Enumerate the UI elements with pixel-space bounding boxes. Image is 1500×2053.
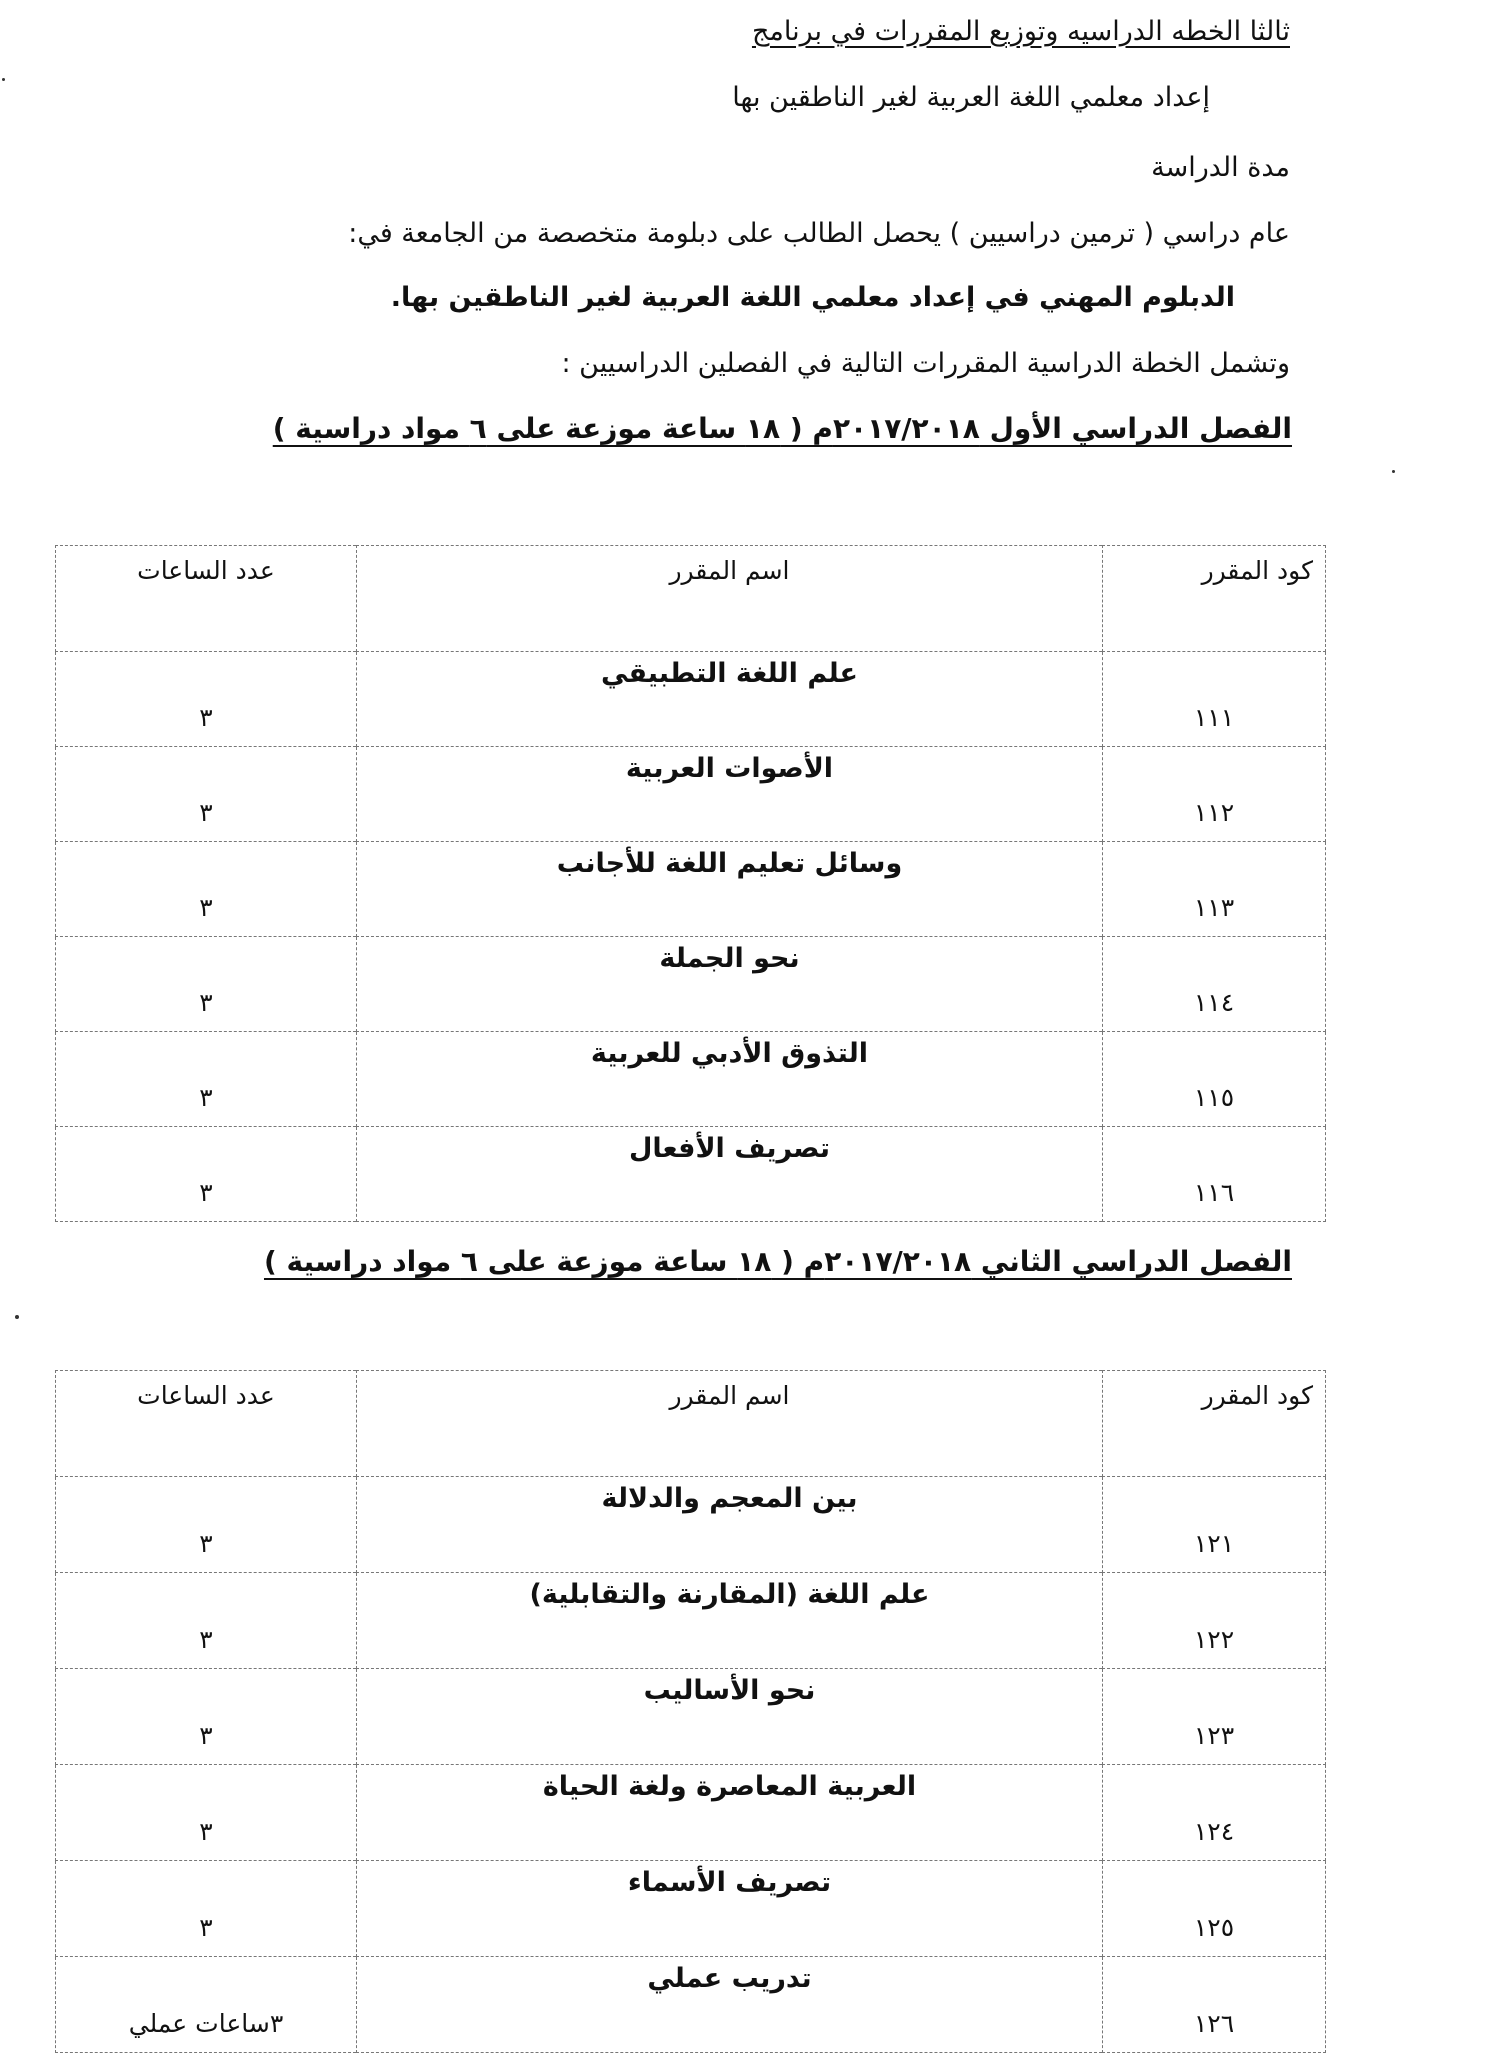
- course-hours: ٣: [56, 1669, 357, 1765]
- course-name: علم اللغة التطبيقي: [357, 652, 1103, 747]
- table-header-row: [56, 1371, 1326, 1477]
- course-hours: ٣: [56, 1477, 357, 1573]
- course-code: ١١١: [1103, 652, 1326, 747]
- table-row: [56, 1861, 1326, 1957]
- study-duration-text: عام دراسي ( ترمين دراسيين ) يحصل الطالب على دبلومة متخصصة من الجامعة في:: [348, 218, 1290, 249]
- course-code: ١٢١: [1103, 1477, 1326, 1573]
- course-hours: ٣: [56, 1573, 357, 1669]
- course-code: ١١٥: [1103, 1032, 1326, 1127]
- table-row: [56, 1669, 1326, 1765]
- course-name: بين المعجم والدلالة: [357, 1477, 1103, 1573]
- section-heading: ثالثا الخطه الدراسيه وتوزيع المقررات في برنامج: [751, 16, 1290, 47]
- course-name: نحو الجملة: [357, 937, 1103, 1032]
- column-header-name: اسم المقرر: [357, 1371, 1103, 1477]
- course-name: تصريف الأفعال: [357, 1127, 1103, 1222]
- course-code: ١٢٦: [1103, 1957, 1326, 2053]
- study-duration-label: مدة الدراسة: [1151, 152, 1290, 183]
- semester2-title: الفصل الدراسي الثاني ٢٠١٧/٢٠١٨م ( ١٨ ساعة موزعة على ٦ مواد دراسية ): [263, 1245, 1292, 1278]
- course-code: ١١٤: [1103, 937, 1326, 1032]
- table-row: [56, 747, 1326, 842]
- course-hours: ٣ساعات عملي: [56, 1957, 357, 2053]
- course-code: ١٢٢: [1103, 1573, 1326, 1669]
- course-code: ١١٢: [1103, 747, 1326, 842]
- table-row: [56, 1477, 1326, 1573]
- course-name: وسائل تعليم اللغة للأجانب: [357, 842, 1103, 937]
- column-header-hours: عدد الساعات: [56, 1371, 357, 1477]
- course-hours: ٣: [56, 652, 357, 747]
- table-row: [56, 1957, 1326, 2053]
- course-code: ١١٣: [1103, 842, 1326, 937]
- course-name: الأصوات العربية: [357, 747, 1103, 842]
- column-header-name: اسم المقرر: [357, 546, 1103, 652]
- course-code: ١٢٤: [1103, 1765, 1326, 1861]
- course-hours: ٣: [56, 1032, 357, 1127]
- diploma-title: الدبلوم المهني في إعداد معلمي اللغة العربية لغير الناطقين بها.: [390, 282, 1235, 313]
- course-code: ١٢٣: [1103, 1669, 1326, 1765]
- semester1-table: [55, 545, 1326, 1222]
- table-row: [56, 1127, 1326, 1222]
- column-header-code: كود المقرر: [1103, 1371, 1326, 1477]
- scan-speck: [15, 1315, 19, 1319]
- course-name: نحو الأساليب: [357, 1669, 1103, 1765]
- course-hours: ٣: [56, 937, 357, 1032]
- course-name: التذوق الأدبي للعربية: [357, 1032, 1103, 1127]
- table-row: [56, 652, 1326, 747]
- course-hours: ٣: [56, 747, 357, 842]
- course-name: تدريب عملي: [357, 1957, 1103, 2053]
- table-row: [56, 1032, 1326, 1127]
- course-code: ١١٦: [1103, 1127, 1326, 1222]
- course-name: تصريف الأسماء: [357, 1861, 1103, 1957]
- scan-speck: [2, 78, 5, 81]
- table-row: [56, 842, 1326, 937]
- semester1-title: الفصل الدراسي الأول ٢٠١٧/٢٠١٨م ( ١٨ ساعة موزعة على ٦ مواد دراسية ): [272, 412, 1292, 445]
- course-hours: ٣: [56, 842, 357, 937]
- course-hours: ٣: [56, 1127, 357, 1222]
- table-header-row: [56, 546, 1326, 652]
- table-row: [56, 1573, 1326, 1669]
- scan-speck: [1392, 470, 1395, 473]
- column-header-hours: عدد الساعات: [56, 546, 357, 652]
- column-header-code: كود المقرر: [1103, 546, 1326, 652]
- course-hours: ٣: [56, 1765, 357, 1861]
- table-row: [56, 937, 1326, 1032]
- course-name: علم اللغة (المقارنة والتقابلية): [357, 1573, 1103, 1669]
- course-name: العربية المعاصرة ولغة الحياة: [357, 1765, 1103, 1861]
- table-row: [56, 1765, 1326, 1861]
- course-hours: ٣: [56, 1861, 357, 1957]
- semester2-table: [55, 1370, 1326, 2053]
- plan-intro: وتشمل الخطة الدراسية المقررات التالية في الفصلين الدراسيين :: [561, 348, 1290, 379]
- program-title: إعداد معلمي اللغة العربية لغير الناطقين بها: [732, 82, 1210, 113]
- course-code: ١٢٥: [1103, 1861, 1326, 1957]
